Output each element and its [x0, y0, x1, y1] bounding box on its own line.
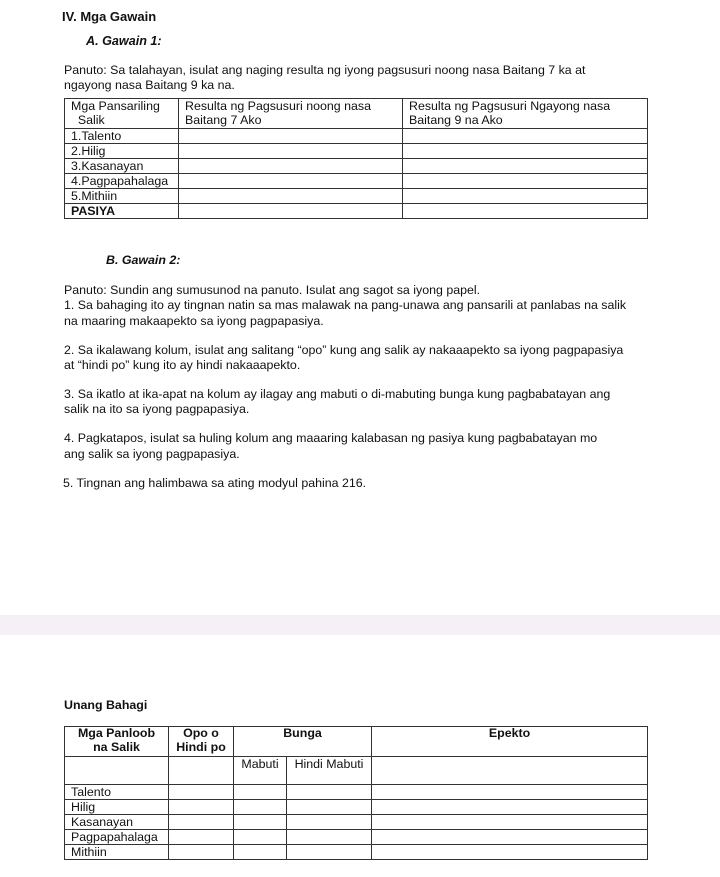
- answer-cell[interactable]: [169, 830, 234, 845]
- step-3-line1: 3. Sa ikatlo at ika-apat na kolum ay ilagay ang mabuti o di-mabuting bunga kung pagbabatayan ang: [64, 387, 611, 401]
- answer-cell[interactable]: [234, 830, 287, 845]
- table-row: [65, 189, 648, 204]
- step-4-line1: 4. Pagkatapos, isulat sa huling kolum ang maaaring kalabasan ng pasiya kung pagbabatayan mo: [64, 431, 598, 445]
- table-row: [65, 845, 648, 860]
- row-label: Mithiin: [65, 845, 169, 860]
- page-break-divider: [0, 615, 720, 635]
- answer-cell[interactable]: [287, 800, 372, 815]
- answer-cell[interactable]: [287, 830, 372, 845]
- header-cell: Resulta ng Pagsusuri noong nasa Baitang 7 Ako: [179, 99, 403, 129]
- row-label: 3.Kasanayan: [65, 159, 179, 174]
- answer-cell[interactable]: [169, 845, 234, 860]
- unang-bahagi-table: [64, 726, 648, 860]
- answer-cell[interactable]: [179, 174, 403, 189]
- header-cell-panloob: Mga Panloob na Salik: [65, 727, 169, 757]
- table-row: [65, 204, 648, 219]
- table-row: [65, 830, 648, 845]
- gawain2-heading: B. Gawain 2:: [106, 253, 181, 267]
- answer-cell[interactable]: [403, 189, 648, 204]
- answer-cell[interactable]: [403, 204, 648, 219]
- answer-cell[interactable]: [403, 159, 648, 174]
- answer-cell[interactable]: [169, 815, 234, 830]
- header-cell-opo: Opo o Hindi po: [169, 727, 234, 757]
- unang-bahagi-title: Unang Bahagi: [64, 698, 148, 712]
- step-3-line2: salik na ito sa iyong pagpapasiya.: [64, 402, 250, 416]
- table-header-row: [65, 99, 648, 129]
- table-row: [65, 159, 648, 174]
- step-1-line2: na maaring makaapekto sa iyong pagpapasiya.: [64, 314, 324, 328]
- header-cell-epekto: Epekto: [372, 727, 648, 757]
- gawain1-instruction-line2: ngayong nasa Baitang 9 ka na.: [64, 78, 235, 92]
- step-4-line2: ang salik sa iyong pagpapasiya.: [64, 447, 240, 461]
- subheader-mabuti: Mabuti: [234, 757, 287, 785]
- row-label: 1.Talento: [65, 129, 179, 144]
- table-row: [65, 785, 648, 800]
- gawain1-table: [64, 98, 648, 219]
- answer-cell[interactable]: [287, 815, 372, 830]
- blank-cell: [372, 757, 648, 785]
- blank-cell: [65, 757, 169, 785]
- table-row: [65, 800, 648, 815]
- table-header-row: [65, 727, 648, 757]
- row-label: Pagpapahalaga: [65, 830, 169, 845]
- answer-cell[interactable]: [287, 785, 372, 800]
- answer-cell[interactable]: [179, 159, 403, 174]
- table-row: [65, 129, 648, 144]
- table-row: [65, 174, 648, 189]
- row-label-pasiya: PASIYA: [65, 204, 179, 219]
- table-row: [65, 144, 648, 159]
- answer-cell[interactable]: [372, 845, 648, 860]
- answer-cell[interactable]: [179, 189, 403, 204]
- header-cell-bunga: Bunga: [234, 727, 372, 757]
- answer-cell[interactable]: [372, 815, 648, 830]
- row-label: Talento: [65, 785, 169, 800]
- step-1-line1: 1. Sa bahaging ito ay tingnan natin sa mas malawak na pang-unawa ang pansarili at panlabas na salik: [64, 298, 627, 312]
- gawain2-instruction: Panuto: Sundin ang sumusunod na panuto. Isulat ang sagot sa iyong papel.: [64, 283, 481, 297]
- answer-cell[interactable]: [234, 785, 287, 800]
- table-subheader-row: [65, 757, 648, 785]
- answer-cell[interactable]: [372, 830, 648, 845]
- row-label: 4.Pagpapahalaga: [65, 174, 179, 189]
- answer-cell[interactable]: [234, 815, 287, 830]
- blank-cell: [169, 757, 234, 785]
- header-cell: Resulta ng Pagsusuri Ngayong nasa Baitang 9 na Ako: [403, 99, 648, 129]
- answer-cell[interactable]: [234, 800, 287, 815]
- answer-cell[interactable]: [372, 800, 648, 815]
- answer-cell[interactable]: [169, 800, 234, 815]
- answer-cell[interactable]: [179, 129, 403, 144]
- answer-cell[interactable]: [179, 204, 403, 219]
- subheader-hindi-mabuti: Hindi Mabuti: [287, 757, 372, 785]
- step-2-line2: at “hindi po” kung ito ay hindi nakaaapekto.: [64, 358, 301, 372]
- answer-cell[interactable]: [372, 785, 648, 800]
- table-row: [65, 815, 648, 830]
- row-label: 5.Mithiin: [65, 189, 179, 204]
- row-label: Kasanayan: [65, 815, 169, 830]
- gawain1-heading: A. Gawain 1:: [86, 34, 162, 48]
- section-title: IV. Mga Gawain: [62, 9, 157, 24]
- header-cell: Mga Pansariling Salik: [65, 99, 179, 129]
- answer-cell[interactable]: [179, 144, 403, 159]
- step-2-line1: 2. Sa ikalawang kolum, isulat ang salitang “opo” kung ang salik ay nakaaapekto sa iyong pagpapasiya: [64, 343, 624, 357]
- gawain1-instruction-line1: Panuto: Sa talahayan, isulat ang naging resulta ng iyong pagsusuri noong nasa Baitang 7 ka at: [64, 63, 586, 77]
- answer-cell[interactable]: [403, 174, 648, 189]
- row-label: 2.Hilig: [65, 144, 179, 159]
- row-label: Hilig: [65, 800, 169, 815]
- step-5-line1: 5. Tingnan ang halimbawa sa ating modyul pahina 216.: [63, 476, 367, 490]
- answer-cell[interactable]: [403, 129, 648, 144]
- answer-cell[interactable]: [287, 845, 372, 860]
- answer-cell[interactable]: [234, 845, 287, 860]
- answer-cell[interactable]: [169, 785, 234, 800]
- answer-cell[interactable]: [403, 144, 648, 159]
